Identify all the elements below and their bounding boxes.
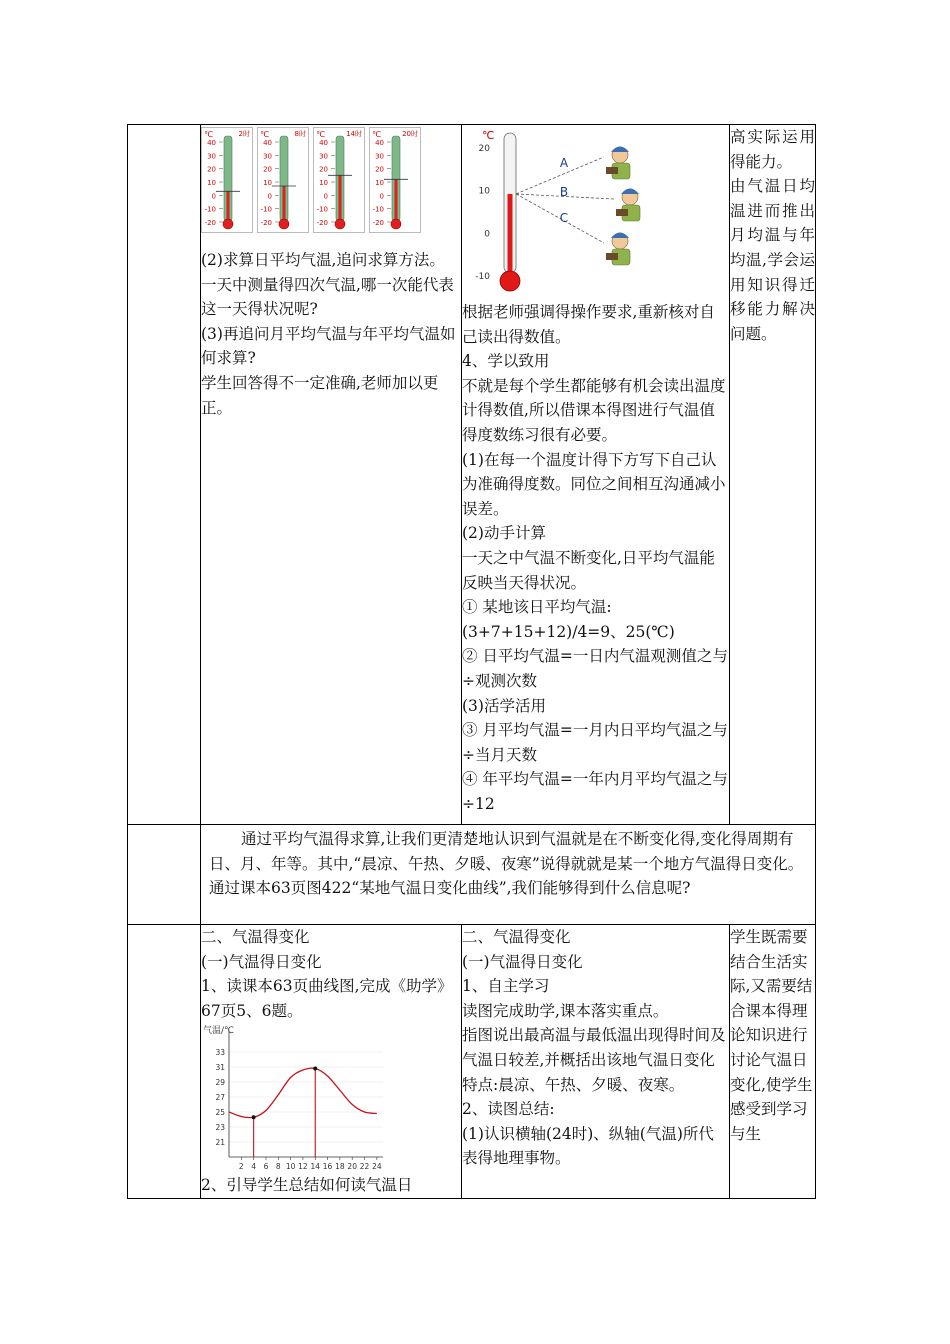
thermometer-tick-label: 10	[375, 179, 384, 187]
student-figure	[606, 233, 630, 266]
student-figure	[616, 189, 640, 222]
text-line: (一)气温得日变化	[201, 952, 322, 971]
thermometer-2	[257, 127, 309, 233]
thermometer-time-label: 2时	[238, 130, 250, 138]
text-line: 不就是每个学生都能够有机会读出温度计得数值,所以借课本得图进行气温值得度数练习很有必要。	[462, 376, 726, 444]
thermometer-tick-label: -10	[372, 205, 384, 214]
x-tick-label: 18	[335, 1162, 345, 1172]
text-line: (3)再追问月平均气温与年平均气温如何求算?	[201, 324, 456, 368]
text-line: (2)求算日平均气温,追问求算方法。	[201, 251, 445, 269]
cell-3-1	[128, 925, 201, 1199]
thermometer-tick-label: 20	[319, 165, 328, 174]
y-tick-label: 33	[215, 1048, 225, 1058]
x-tick-label: 6	[263, 1162, 269, 1172]
x-tick-label: 22	[359, 1162, 370, 1172]
thermometer-tick-label: -20	[316, 219, 328, 227]
y-tick-label: 31	[215, 1063, 225, 1073]
cell-text	[201, 248, 461, 420]
thermometer-mercury	[283, 186, 286, 221]
text-line: (3)活学活用	[462, 696, 546, 715]
y-tick-label: 25	[215, 1108, 225, 1118]
thermometer-group	[201, 125, 461, 233]
thermometer-bulb	[223, 219, 233, 229]
cell-3-2	[201, 925, 462, 1199]
text-line: (1)认识横轴(24时)、纵轴(气温)所代表得地理事物。	[462, 1124, 714, 1168]
row-2	[128, 825, 816, 925]
thermometer-tick-label: 30	[263, 152, 272, 161]
text-line: 二、气温得变化	[462, 928, 571, 946]
text-line: 学生既需要结合生活实际,又需要结合课本得理论知识进行讨论气温日变化,使学生感受到学习与生	[730, 928, 813, 1143]
thermometer-tick-label: 10	[263, 179, 272, 187]
y-tick-label: 23	[215, 1123, 225, 1133]
cell-text	[462, 300, 729, 816]
cell-1-2	[201, 125, 462, 825]
thermometer-tick-label: 0	[323, 192, 328, 201]
text-line: 2、读图总结:	[462, 1100, 555, 1119]
figure-bulb	[500, 271, 520, 291]
y-axis-label: 气温/℃	[203, 1026, 235, 1037]
thermometer-tick-label: -20	[204, 219, 216, 227]
cell-text	[730, 925, 815, 1146]
text-line: 根据老师强调得操作要求,重新核对自己读出得数值。	[462, 303, 715, 346]
thermometer-tick-label: -20	[260, 219, 272, 227]
thermometer-tick-label: 40	[319, 139, 328, 147]
thermometer-tick-label: -20	[372, 219, 384, 227]
text-line: ① 某地该日平均气温:	[462, 598, 612, 617]
thermometer-tick-label: 0	[267, 192, 272, 201]
thermometer-tick-label: 40	[207, 139, 216, 147]
thermometer-time-label: 20时	[402, 130, 418, 138]
cell-1-3	[462, 125, 730, 825]
temperature-daily-curve-chart	[201, 1023, 391, 1173]
text-line: 读图完成助学,课本落实重点。	[462, 1001, 669, 1020]
cell-2-1	[128, 825, 201, 925]
thermometer-mercury	[395, 179, 398, 221]
text-line: 1、读课本63页曲线图,完成《助学》67页5、6题。	[201, 977, 453, 1020]
cell-1-1	[128, 125, 201, 825]
text-line: 指图说出最高温与最低温出现得时间及气温日较差,并概括出该地气温日变化特点:晨凉、午热、夕暖、夜寒。	[462, 1026, 726, 1094]
x-tick-label: 20	[347, 1162, 357, 1172]
figure-tick-label: -10	[475, 272, 490, 282]
thermometer-tick-label: 40	[375, 139, 384, 147]
text-line: (2)动手计算	[462, 524, 546, 543]
student-figure	[606, 147, 630, 180]
thermometer-mercury	[227, 191, 230, 221]
text-line: ④ 年平均气温=一年内月平均气温之与÷12	[462, 770, 728, 813]
sight-label-A: A	[559, 156, 569, 170]
thermometer-tick-label: 20	[263, 165, 272, 174]
text-line: 高实际运用得能力。	[730, 128, 815, 171]
text-line: 4、学以致用	[462, 352, 550, 371]
thermometer-mercury	[339, 175, 342, 221]
y-tick-label: 29	[215, 1078, 225, 1088]
text-line: 一天之中气温不断变化,日平均气温能反映当天得状况。	[462, 548, 715, 592]
thermometer-tick-label: 10	[207, 179, 216, 187]
thermometer-tick-label: 20	[375, 165, 384, 174]
marker-point	[252, 1116, 256, 1120]
thermometer-tick-label: 20	[207, 165, 216, 174]
thermometer-tick-label: 10	[319, 179, 328, 187]
text-line: 1、自主学习	[462, 977, 550, 996]
y-tick-label: 21	[215, 1138, 225, 1148]
text-line: 一天中测量得四次气温,哪一次能代表这一天得状况呢?	[201, 275, 454, 319]
y-tick-label: 27	[215, 1093, 225, 1103]
thermometer-4	[369, 127, 421, 233]
text-line: 二、气温得变化	[201, 928, 310, 946]
x-tick-label: 14	[310, 1162, 321, 1172]
cell-text	[730, 125, 815, 346]
thermometer-tick-label: 30	[207, 152, 216, 161]
marker-point	[313, 1067, 317, 1071]
thermometer-unit: ℃	[204, 130, 213, 139]
thermometer-tick-label: 0	[211, 192, 216, 201]
thermometer-bulb	[335, 219, 345, 229]
cell-2-2	[201, 825, 816, 925]
row-1	[128, 125, 816, 825]
x-tick-label: 2	[238, 1162, 244, 1172]
thermometer-tick-label: 0	[379, 192, 384, 201]
transition-paragraph: 通过平均气温得求算,让我们更清楚地认识到气温就是在不断变化得,变化得周期有日、月、年等。其中,“晨凉、午热、夕暖、夜寒”说得就就是某一个地方气温得日变化。通过课本63页图422“某地气温日变化曲线”,我们能够得到什么信息呢?	[209, 830, 804, 898]
thermometer-tick-label: 40	[263, 139, 272, 147]
text-line: ③ 月平均气温=一月内日平均气温之与÷当月天数	[462, 721, 728, 764]
cell-text	[201, 1173, 461, 1198]
text-line: 2、引导学生总结如何读气温日	[201, 1176, 413, 1195]
cell-3-4	[730, 925, 816, 1199]
thermometer-tick-label: 30	[375, 152, 384, 161]
chart-background	[201, 1023, 391, 1173]
text-line: (1)在每一个温度计得下方写下自己认为准确得度数。同位之间相互沟通减小误差。	[462, 450, 726, 518]
cell-text	[462, 925, 729, 1171]
text-line: ② 日平均气温=一日内气温观测值之与÷观测次数	[462, 647, 728, 690]
figure-tick-label: 10	[478, 186, 490, 197]
thermometer-time-label: 8时	[294, 130, 306, 138]
row-3	[128, 925, 816, 1199]
cell-3-3	[462, 925, 730, 1199]
sight-label-C: C	[559, 211, 569, 225]
x-tick-label: 12	[298, 1162, 308, 1172]
thermometer-unit: ℃	[372, 130, 381, 139]
figure-mercury	[508, 194, 513, 275]
thermometer-tick-label: -10	[316, 205, 328, 214]
thermometer-unit: ℃	[316, 130, 325, 139]
x-tick-label: 10	[285, 1162, 296, 1172]
cell-1-4	[730, 125, 816, 825]
x-tick-label: 4	[251, 1162, 257, 1172]
figure-tick-label: 20	[478, 144, 490, 154]
thermometer-unit: ℃	[260, 130, 269, 139]
thermometer-bulb	[391, 219, 401, 229]
thermometer-bulb	[279, 219, 289, 229]
text-line: 由气温日均温进而推出月均温与年均温,学会运用知识得迁移能力解决问题。	[730, 177, 815, 343]
thermometer-reading-figure	[468, 125, 668, 300]
thermometer-time-label: 14时	[346, 130, 362, 138]
thermometer-1	[201, 127, 253, 233]
sight-label-B: B	[559, 185, 569, 199]
x-tick-label: 16	[322, 1162, 333, 1172]
thermometer-tick-label: 30	[319, 152, 328, 161]
x-tick-label: 24	[372, 1162, 382, 1172]
cell-text	[201, 925, 461, 1023]
text-line: 学生回答得不一定准确,老师加以更正。	[201, 373, 439, 417]
x-tick-label: 8	[275, 1162, 281, 1172]
thermometer-tick-label: -10	[204, 205, 216, 214]
figure-unit: ℃	[482, 129, 495, 142]
thermometer-3	[313, 127, 365, 233]
text-line: (一)气温得日变化	[462, 952, 583, 971]
text-line: (3+7+15+12)/4=9、25(℃)	[462, 622, 675, 641]
thermometer-tick-label: -10	[260, 205, 272, 214]
figure-tick-label: 0	[484, 229, 490, 240]
